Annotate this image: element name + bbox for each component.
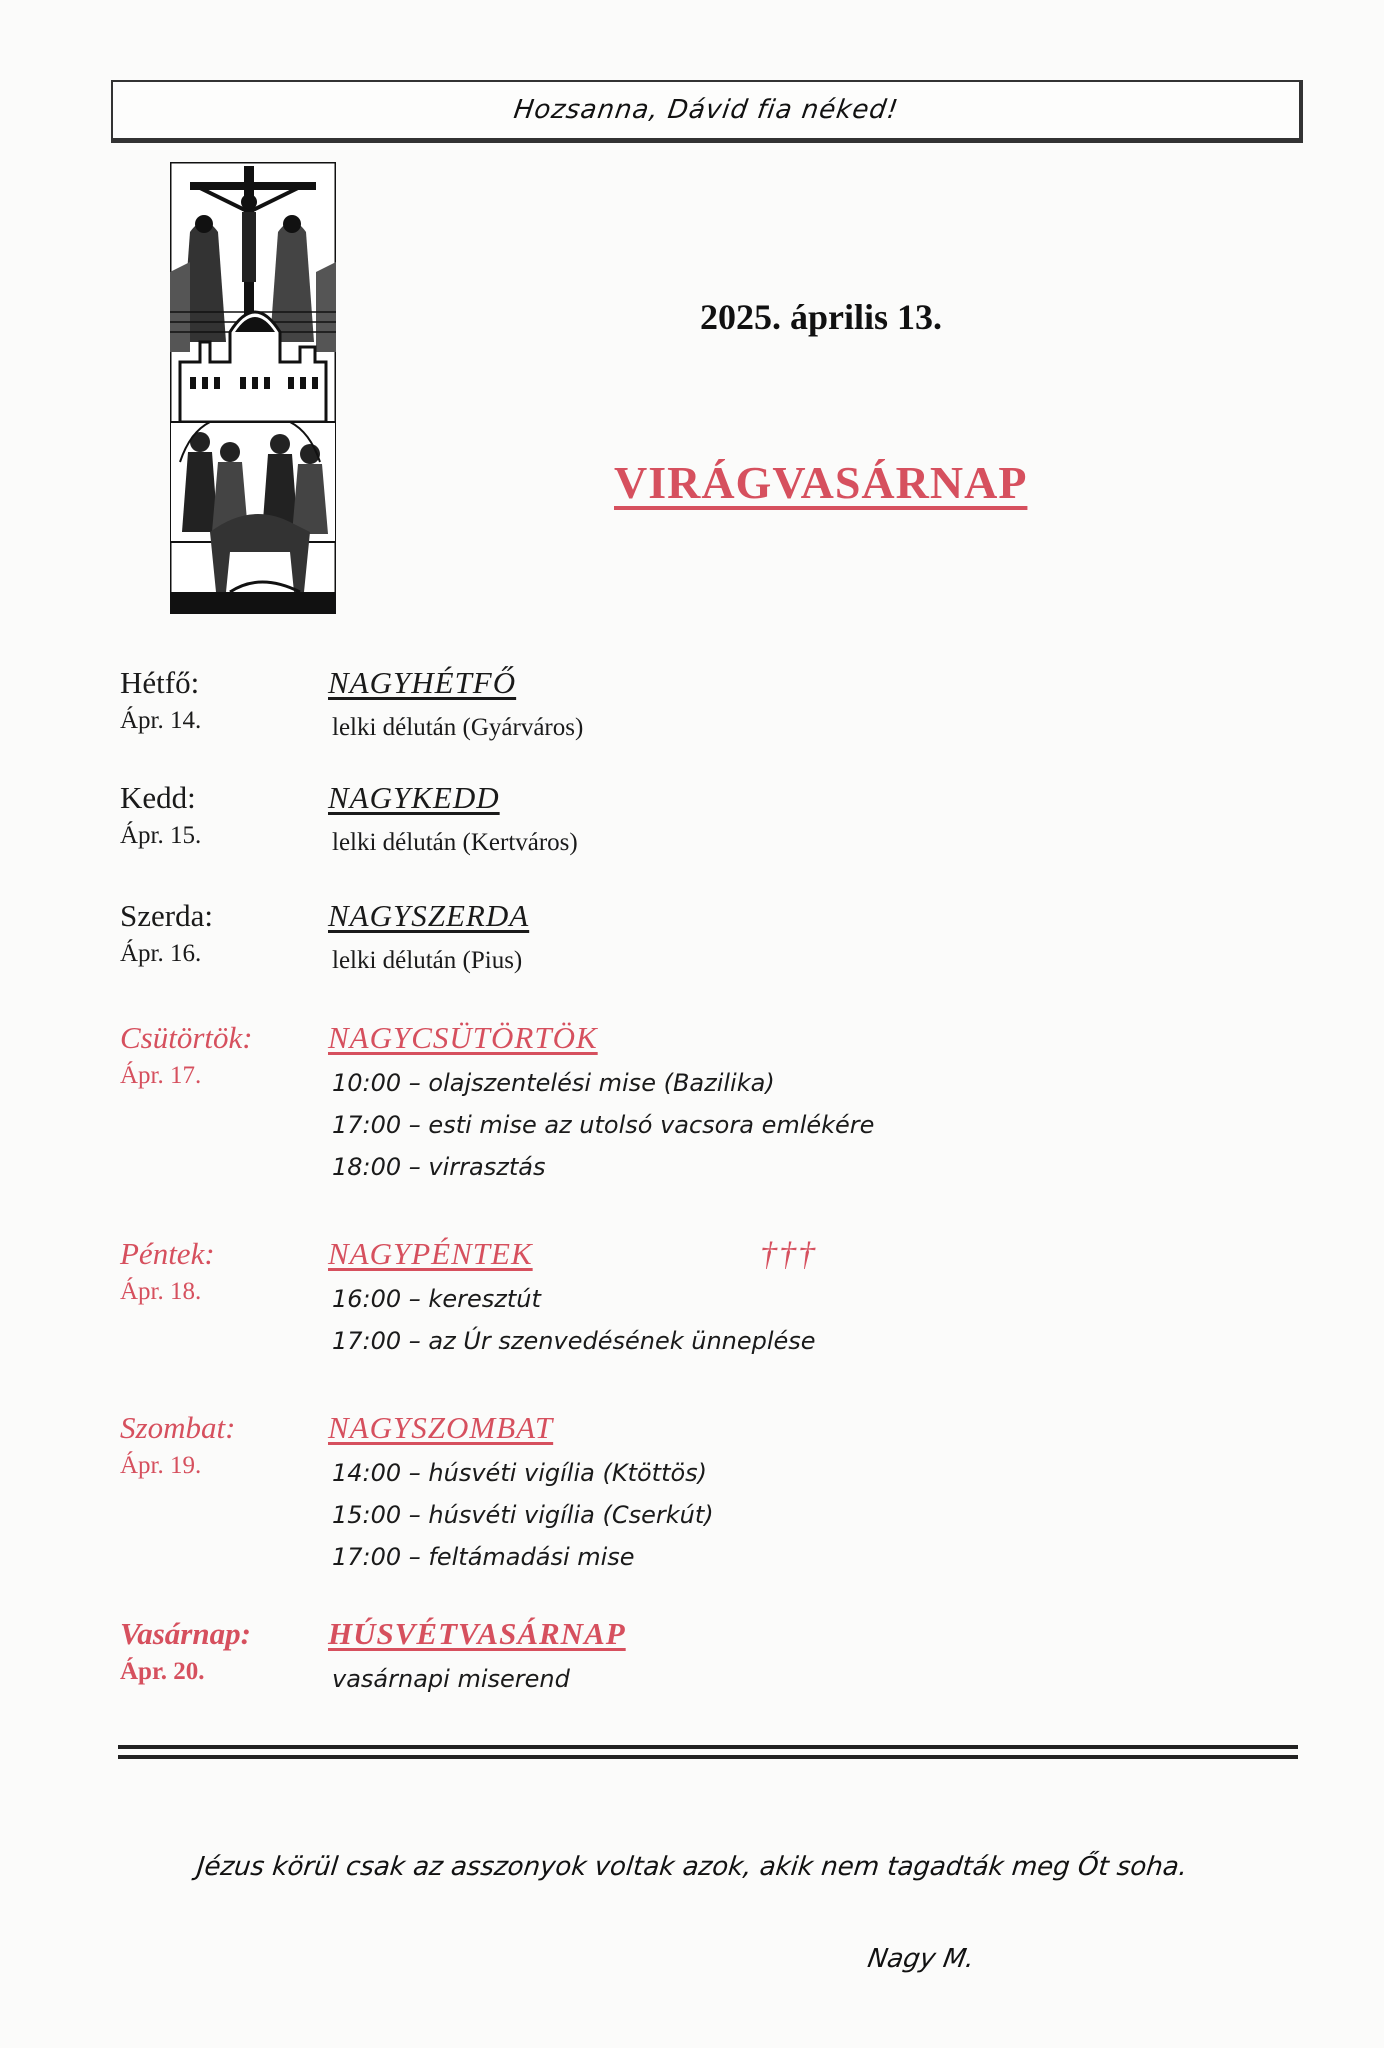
day-items: [332, 1452, 714, 1578]
day-name: Kedd:: [120, 780, 196, 815]
day-item: 18:00 – virrasztás: [332, 1153, 546, 1181]
footer-quote: Jézus körül csak az asszonyok voltak azok, akik nem tagadták meg Őt soha.: [195, 1852, 1189, 1882]
day-item: 17:00 – az Úr szenvedésének ünneplése: [332, 1327, 816, 1355]
day-item: lelki délután (Gyárváros): [332, 714, 584, 741]
day-items: [332, 822, 578, 864]
day-items: [332, 1658, 570, 1700]
day-item: 15:00 – húsvéti vigília (Cserkút): [332, 1501, 714, 1529]
day-title: NAGYPÉNTEK: [328, 1236, 533, 1271]
day-items: [332, 940, 522, 982]
day-items: [332, 707, 583, 749]
day-date: Ápr. 15.: [120, 822, 202, 849]
day-item: 17:00 – feltámadási mise: [332, 1543, 635, 1571]
crucifixion-woodcut-image: [170, 162, 336, 614]
three-crosses-symbol: †††: [760, 1236, 817, 1273]
day-items: [332, 1062, 874, 1188]
day-date: Ápr. 18.: [120, 1278, 202, 1305]
day-name: Csütörtök:: [120, 1020, 253, 1055]
issue-date: 2025. április 13.: [700, 297, 943, 337]
day-title: HÚSVÉTVASÁRNAP: [328, 1616, 626, 1651]
day-name: Szombat:: [120, 1410, 236, 1445]
footer-divider-top: [118, 1745, 1298, 1749]
day-name: Hétfő:: [120, 665, 200, 700]
sunday-title: VIRÁGVASÁRNAP: [614, 457, 1028, 508]
footer-divider-bottom: [118, 1755, 1298, 1759]
day-title: NAGYKEDD: [328, 780, 500, 815]
day-item: lelki délután (Kertváros): [332, 829, 578, 856]
day-item: 14:00 – húsvéti vigília (Ktöttös): [332, 1459, 708, 1487]
footer-signature: Nagy M.: [865, 1944, 977, 1974]
header-banner: [111, 80, 1303, 143]
day-title: NAGYSZERDA: [328, 898, 530, 933]
day-item: 10:00 – olajszentelési mise (Bazilika): [332, 1069, 775, 1097]
day-date: Ápr. 20.: [120, 1658, 205, 1685]
header-text: Hozsanna, Dávid fia néked!: [511, 95, 901, 125]
day-item: 16:00 – keresztút: [332, 1285, 541, 1313]
day-name: Szerda:: [120, 898, 213, 933]
day-date: Ápr. 14.: [120, 707, 202, 734]
day-item: 17:00 – esti mise az utolsó vacsora emlékére: [332, 1111, 875, 1139]
day-title: NAGYSZOMBAT: [328, 1410, 554, 1445]
day-item: vasárnapi miserend: [332, 1665, 570, 1693]
day-title: NAGYCSÜTÖRTÖK: [328, 1020, 598, 1055]
day-item: lelki délután (Pius): [332, 947, 523, 974]
day-title: NAGYHÉTFŐ: [328, 665, 517, 700]
day-name: Péntek:: [120, 1236, 215, 1271]
day-name: Vasárnap:: [120, 1616, 251, 1651]
day-date: Ápr. 16.: [120, 940, 202, 967]
day-date: Ápr. 19.: [120, 1452, 202, 1479]
day-items: [332, 1278, 816, 1362]
day-date: Ápr. 17.: [120, 1062, 202, 1089]
